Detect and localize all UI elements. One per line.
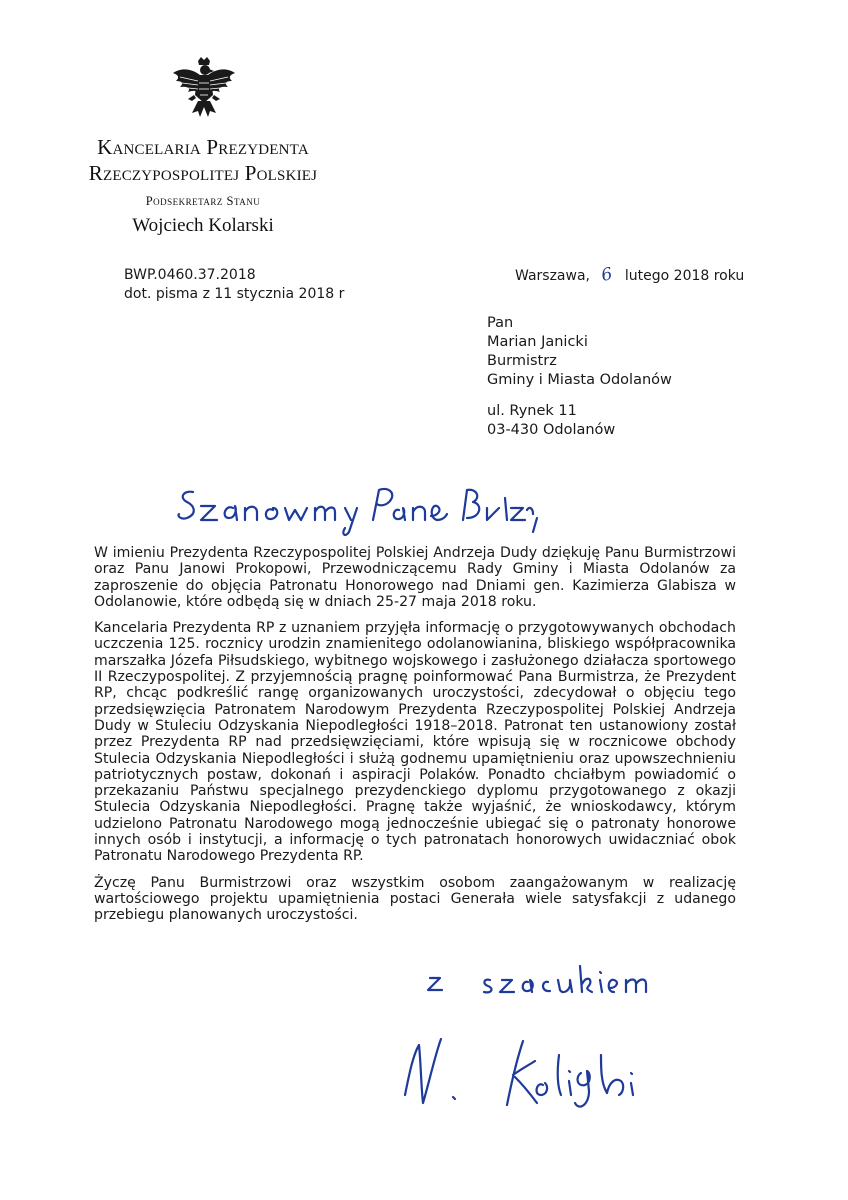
body-paragraph: W imieniu Prezydenta Rzeczypospolitej Polskiej Andrzeja Dudy dziękuję Panu Burmistrzowi oraz Panu Janowi Prokopowi, Przewodniczącemu Rady Gminy i Miasta Odolanów za zaproszenie do objęcia Patronatu Honorowego nad Dniami gen. Kazimierza Glabisza w Odolanowie, które odbędą się w dniach 25-27 maja 2018 roku. [94,545,736,610]
letter-date [515,266,744,286]
body-paragraph: Życzę Panu Burmistrzowi oraz wszystkim osobom zaangażowanym w realizację wartościowego projektu upamiętnienia postaci Generała wiele satysfakcji z udanego przebiegu planowanych uroczystości. [94,874,736,924]
signature [395,1025,675,1120]
reply-reference: dot. pisma z 11 stycznia 2018 r [124,286,345,302]
position-title: Podsekretarz Stanu [145,194,261,208]
letter-body [94,545,736,934]
date-day-handwritten: 6 [599,264,615,286]
reference-block [124,266,344,304]
letterhead [68,134,338,237]
sender-name: Wojciech Kolarski [132,215,274,236]
eagle-emblem-icon [170,55,238,125]
case-number: BWP.0460.37.2018 [124,267,256,283]
recipient-address [487,314,672,440]
recipient-office: Gminy i Miasta Odolanów [487,372,672,388]
recipient-postal-city: 03-430 Odolanów [487,422,616,438]
recipient-street: ul. Rynek 11 [487,403,577,419]
body-paragraph: Kancelaria Prezydenta RP z uznaniem przyjęła informację o przygotowywanych obchodach uczczenia 125. rocznicy urodzin znamienitego odolanowianina, bliskiego współpracownika marszałka Józefa Piłsudskiego, wybitnego wojskowego i zasłużonego działacza sportowego II Rzeczypospolitej. Z przyjemnością pragnę poinformować Pana Burmistrza, że Prezydent RP, chcąc podkreślić rangę organizowanych uroczystości, zdecydował o objęciu tego przedsięwzięcia Patronatem Narodowym Prezydenta Rzeczypospolitej Polskiej Andrzeja Dudy w Stuleciu Odzyskania Niepodległości 1918–2018. Patronat ten ustanowiony został przez Prezydenta RP nad przedsięwzięciami, które wpisują się w rocznicowe obchody Stulecia Odzyskania Niepodległości i służą godnemu upamiętnieniu oraz upowszechnieniu patriotycznych postaw, dokonań i aspiracji Polaków. Ponadto chciałbym powiadomić o przekazaniu Państwu specjalnego prezydenckiego dyplomu przygotowanego z okazji Stulecia Odzyskania Niepodległości. Pragnę także wyjaśnić, że wnioskodawcy, którym udzielono Patronatu Narodowego mogą jednocześnie ubiegać się o patronaty honorowe innych osób i instytucji, a informację o tych patronatach honorowych uwidaczniać obok Patronatu Narodowego Prezydenta RP. [94,620,736,865]
organization-name-line-1: Kancelaria Prezydenta [97,135,309,159]
organization-name-line-2: Rzeczypospolitej Polskiej [88,161,318,185]
recipient-salutation-word: Pan [487,315,514,331]
date-city: Warszawa, [515,268,590,284]
handwritten-greeting [175,480,545,540]
date-rest: lutego 2018 roku [624,268,745,284]
handwritten-closing [420,960,660,1000]
recipient-name: Marian Janicki [487,334,588,350]
recipient-title: Burmistrz [487,353,557,369]
